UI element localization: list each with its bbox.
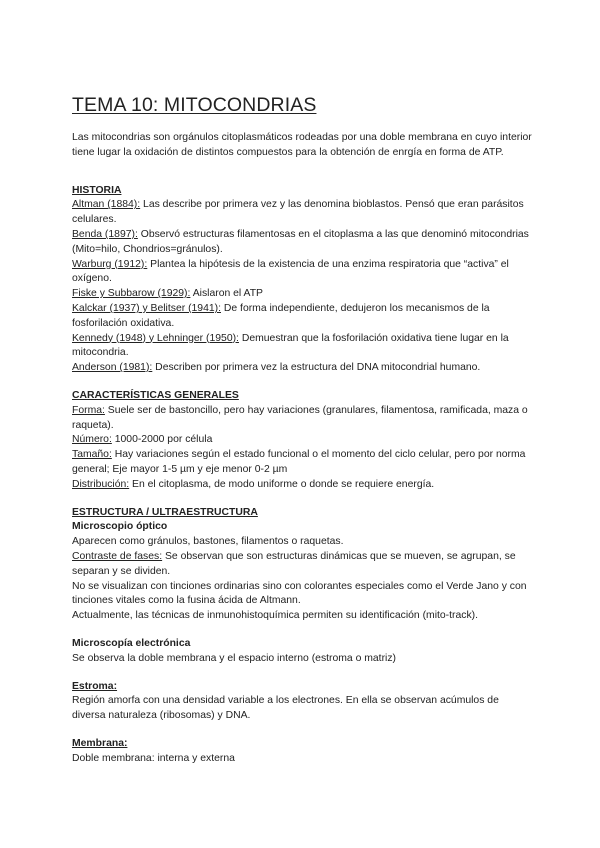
intro-paragraph: Las mitocondrias son orgánulos citoplasmáticos rodeadas por una doble membrana en cuyo interior tiene lugar la oxidación de distintos compuestos para la obtención de enrgía en forma de ATP. — [72, 132, 532, 158]
membrana-paragraph: Doble membrana: interna y externa — [72, 752, 235, 764]
caracteristica-entry-text: Suele ser de bastoncillo, pero hay variaciones (granulares, filamentosa, ramificada, maza o raqueta). — [72, 404, 528, 431]
caracteristica-entry-text: Hay variaciones según el estado funcional o el momento del ciclo celular, pero por norma general; Eje mayor 1-5 µm y eje menor 0-2 µm — [72, 449, 526, 475]
section-heading-historia: HISTORIA — [72, 184, 122, 196]
section-heading-caracteristicas: CARACTERÍSTICAS GENERALES — [72, 389, 239, 401]
historia-entry-label: Fiske y Subbarow (1929): — [72, 288, 191, 300]
historia-entry — [72, 361, 532, 376]
caracteristica-entry-label: Distribución: — [72, 478, 130, 490]
section-heading-estructura: ESTRUCTURA / ULTRAESTRUCTURA — [72, 506, 258, 518]
caracteristica-entry-label: Forma: — [72, 404, 105, 416]
subheading-estroma: Estroma: — [72, 680, 118, 692]
historia-entry — [72, 332, 532, 362]
caracteristicas-list — [72, 404, 532, 493]
historia-entry-label: Kalckar (1937) y Belitser (1941): — [72, 302, 221, 314]
historia-entry-text: Demuestran que la fosforilación oxidativa tiene lugar en la mitocondria. — [72, 332, 509, 359]
historia-entry — [72, 287, 532, 302]
caracteristica-entry-text: 1000-2000 por célula — [111, 434, 213, 446]
caracteristica-entry — [72, 433, 532, 448]
historia-entry — [72, 228, 532, 258]
tinciones-paragraph: No se visualizan con tinciones ordinarias sino con colorantes especiales como el Verde Jano y con tinciones vitales como la fusina ácida de Altmann. — [72, 580, 527, 607]
historia-entry-text: Observó estructuras filamentosas en el citoplasma a las que denominó mitocondrias (Mito=hilo, Chondrios=gránulos). — [72, 228, 529, 255]
caracteristica-entry — [72, 404, 532, 434]
contraste-fases-label: Contraste de fases: — [72, 550, 163, 562]
historia-entry-label: Kennedy (1948) y Lehninger (1950): — [72, 332, 239, 344]
historia-list — [72, 198, 532, 376]
caracteristica-entry — [72, 448, 532, 478]
contraste-fases-paragraph — [72, 550, 532, 580]
historia-entry-text: Aislaron el ATP — [190, 288, 263, 300]
historia-entry-label: Anderson (1981): — [72, 362, 153, 374]
historia-entry-text: Plantea la hipótesis de la existencia de una enzima respiratoria que “activa” el oxígeno. — [72, 258, 509, 285]
subheading-microscopia-electronica: Microscopía electrónica — [72, 637, 191, 649]
estroma-paragraph: Región amorfa con una densidad variable a los electrones. En ella se observan acúmulos de diversa naturaleza (ribosomas) y DNA. — [72, 695, 499, 722]
historia-entry — [72, 198, 532, 228]
caracteristica-entry-label: Número: — [72, 434, 112, 446]
optico-line: Aparecen como gránulos, bastones, filamentos o raquetas. — [72, 536, 344, 548]
inmunohisto-paragraph: Actualmente, las técnicas de inmunohistoquímica permiten su identificación (mito-track). — [72, 610, 478, 622]
historia-entry-label: Warburg (1912): — [72, 258, 148, 270]
historia-entry-text: Las describe por primera vez y las denomina bioblastos. Pensó que eran parásitos celulares. — [72, 199, 524, 226]
historia-entry-text: Describen por primera vez la estructura del DNA mitocondrial humano. — [152, 362, 481, 374]
historia-entry-label: Altman (1884): — [72, 199, 141, 211]
caracteristica-entry-label: Tamaño: — [72, 449, 112, 461]
historia-entry — [72, 302, 532, 332]
document-page — [72, 94, 532, 766]
subheading-microscopio-optico: Microscopio óptico — [72, 521, 168, 533]
historia-entry-label: Benda (1897): — [72, 228, 138, 240]
caracteristica-entry-text: En el citoplasma, de modo uniforme o donde se requiere energía. — [129, 478, 435, 490]
historia-entry-text: De forma independiente, dedujeron los mecanismos de la fosforilación oxidativa. — [72, 302, 490, 329]
electronica-paragraph: Se observa la doble membrana y el espacio interno (estroma o matriz) — [72, 652, 396, 664]
contraste-fases-text: Se observan que son estructuras dinámicas que se mueven, se agrupan, se separan y se dividen. — [72, 550, 516, 577]
page-title: TEMA 10: MITOCONDRIAS — [72, 94, 317, 116]
subheading-membrana: Membrana: — [72, 737, 128, 749]
caracteristica-entry — [72, 478, 532, 493]
historia-entry — [72, 258, 532, 288]
